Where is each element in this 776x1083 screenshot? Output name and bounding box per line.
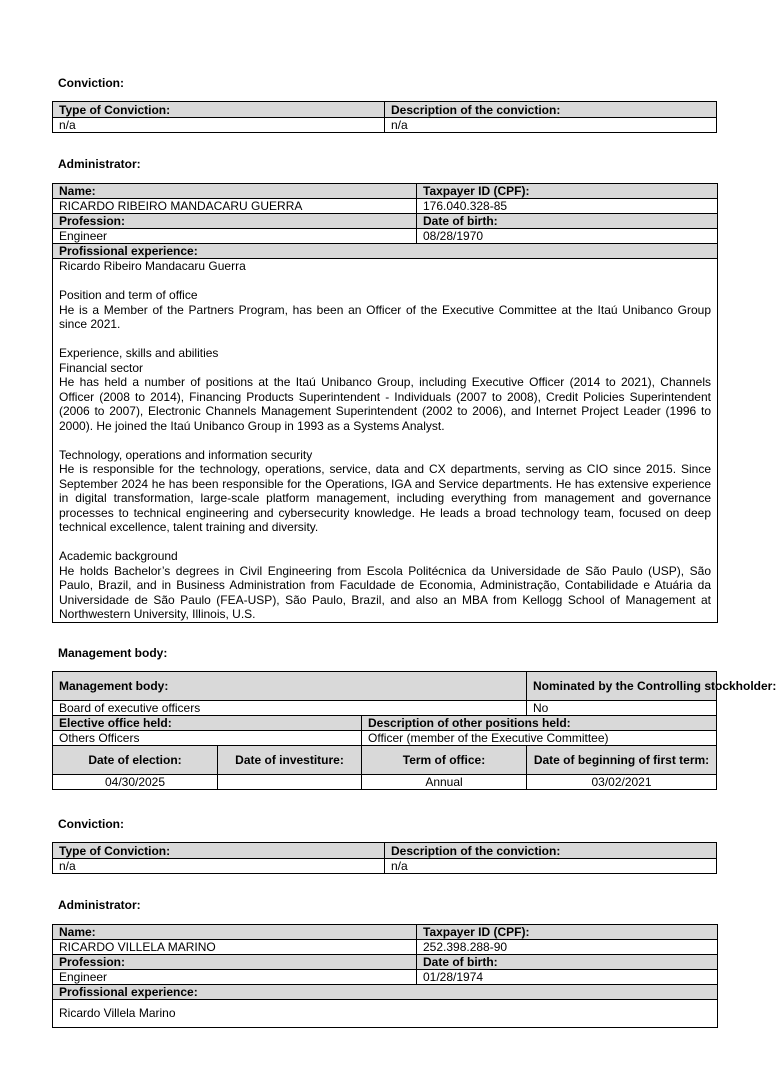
experience-label: Profissional experience: — [53, 985, 718, 1000]
conviction-description-value: n/a — [385, 859, 717, 874]
date-of-birth-value: 01/28/1974 — [417, 970, 718, 985]
date-of-birth-label: Date of birth: — [417, 214, 718, 229]
tech-title: Technology, operations and information security — [59, 447, 313, 462]
conviction-table — [52, 101, 717, 133]
conviction-heading: Conviction: — [58, 76, 124, 90]
skills-title: Experience, skills and abilities — [59, 346, 219, 360]
cpf-value: 252.398.288-90 — [417, 940, 718, 955]
term-of-office-label: Term of office: — [362, 746, 527, 775]
financial-title: Financial sector — [59, 360, 144, 375]
academic-title: Academic background — [59, 549, 178, 563]
experience-name-line: Ricardo Villela Marino — [59, 1006, 176, 1021]
date-of-investiture-value — [218, 775, 362, 790]
other-positions-label: Description of other positions held: — [362, 716, 717, 731]
management-body-table — [52, 671, 776, 790]
name-label: Name: — [53, 184, 417, 199]
name-label: Name: — [53, 925, 417, 940]
conviction-description-value: n/a — [385, 118, 717, 133]
conviction-description-label: Description of the conviction: — [385, 843, 717, 859]
conviction-type-value: n/a — [53, 859, 385, 874]
name-value: RICARDO VILLELA MARINO — [53, 940, 417, 955]
conviction-type-label: Type of Conviction: — [53, 843, 385, 859]
academic-text: He holds Bachelor’s degrees in Civil Engineering from Escola Politécnica da Universidade de São Paulo (USP), São Paulo, Brazil, and in Business Administration from Faculdade de Economia, Administração, Contabilidade e Atuária da Universidade de São Paulo (FEA-USP), São Paulo, Brazil, and also an MBA from Kellogg School of Management at Northwestern University, Illinois, U.S. — [59, 563, 711, 621]
position-title: Position and term of office — [59, 288, 198, 302]
conviction-table — [52, 842, 717, 874]
cpf-label: Taxpayer ID (CPF): — [417, 925, 718, 940]
financial-text: He has held a number of positions at the Itaú Unibanco Group, including Executive Officer (2014 to 2021), Channels Officer (2008 to 2014), Financing Products Superintendent - Individuals (2007 to 2008), Credit Policies Superintendent (2006 to 2007), Electronic Channels Management Superintendent (2002 to 2006), and Internet Project Leader (1996 to 2000). He joined the Itaú Unibanco Group in 1993 as a Systems Analyst. — [59, 375, 711, 433]
term-of-office-value: Annual — [362, 775, 527, 790]
profession-label: Profession: — [53, 955, 417, 970]
experience-text — [53, 259, 718, 623]
experience-name-line: Ricardo Ribeiro Mandacaru Guerra — [59, 259, 246, 273]
management-body-label: Management body: — [53, 672, 527, 701]
elective-office-value: Others Officers — [53, 731, 362, 746]
date-of-investiture-label: Date of investiture: — [218, 746, 362, 775]
position-text: He is a Member of the Partners Program, has been an Officer of the Executive Committee at the Itaú Unibanco Group since 2021. — [59, 302, 711, 331]
conviction-type-value: n/a — [53, 118, 385, 133]
cpf-value: 176.040.328-85 — [417, 199, 718, 214]
profession-label: Profession: — [53, 214, 417, 229]
first-term-date-value: 03/02/2021 — [527, 775, 717, 790]
date-of-birth-value: 08/28/1970 — [417, 229, 718, 244]
profession-value: Engineer — [53, 229, 417, 244]
date-of-election-value: 04/30/2025 — [53, 775, 218, 790]
administrator-heading: Administrator: — [58, 157, 141, 171]
management-body-heading: Management body: — [58, 646, 168, 660]
nominated-label: Nominated by the Controlling stockholder: — [527, 672, 717, 701]
elective-office-label: Elective office held: — [53, 716, 362, 731]
profession-value: Engineer — [53, 970, 417, 985]
name-value: RICARDO RIBEIRO MANDACARU GUERRA — [53, 199, 417, 214]
conviction-description-label: Description of the conviction: — [385, 102, 717, 118]
conviction-type-label: Type of Conviction: — [53, 102, 385, 118]
nominated-value: No — [527, 701, 717, 716]
experience-text — [53, 1000, 718, 1028]
experience-label: Profissional experience: — [53, 244, 718, 259]
other-positions-value: Officer (member of the Executive Committee) — [362, 731, 717, 746]
administrator-table — [52, 183, 718, 623]
cpf-label: Taxpayer ID (CPF): — [417, 184, 718, 199]
administrator-table — [52, 924, 718, 1028]
date-of-election-label: Date of election: — [53, 746, 218, 775]
administrator-heading: Administrator: — [58, 898, 141, 912]
conviction-heading: Conviction: — [58, 817, 124, 831]
tech-text: He is responsible for the technology, operations, service, data and CX departments, serving as CIO since 2015. Since September 2024 he has been responsible for the Operations, IGA and Service departments. He has extensive experience in digital transformation, large-scale platform management, including everything from management and governance processes to technical engineering and cybersecurity knowledge. He leads a broad technology team, focused on deep technical excellence, talent training and diversity. — [59, 462, 711, 534]
management-body-value: Board of executive officers — [53, 701, 527, 716]
date-of-birth-label: Date of birth: — [417, 955, 718, 970]
first-term-date-label: Date of beginning of first term: — [527, 746, 717, 775]
